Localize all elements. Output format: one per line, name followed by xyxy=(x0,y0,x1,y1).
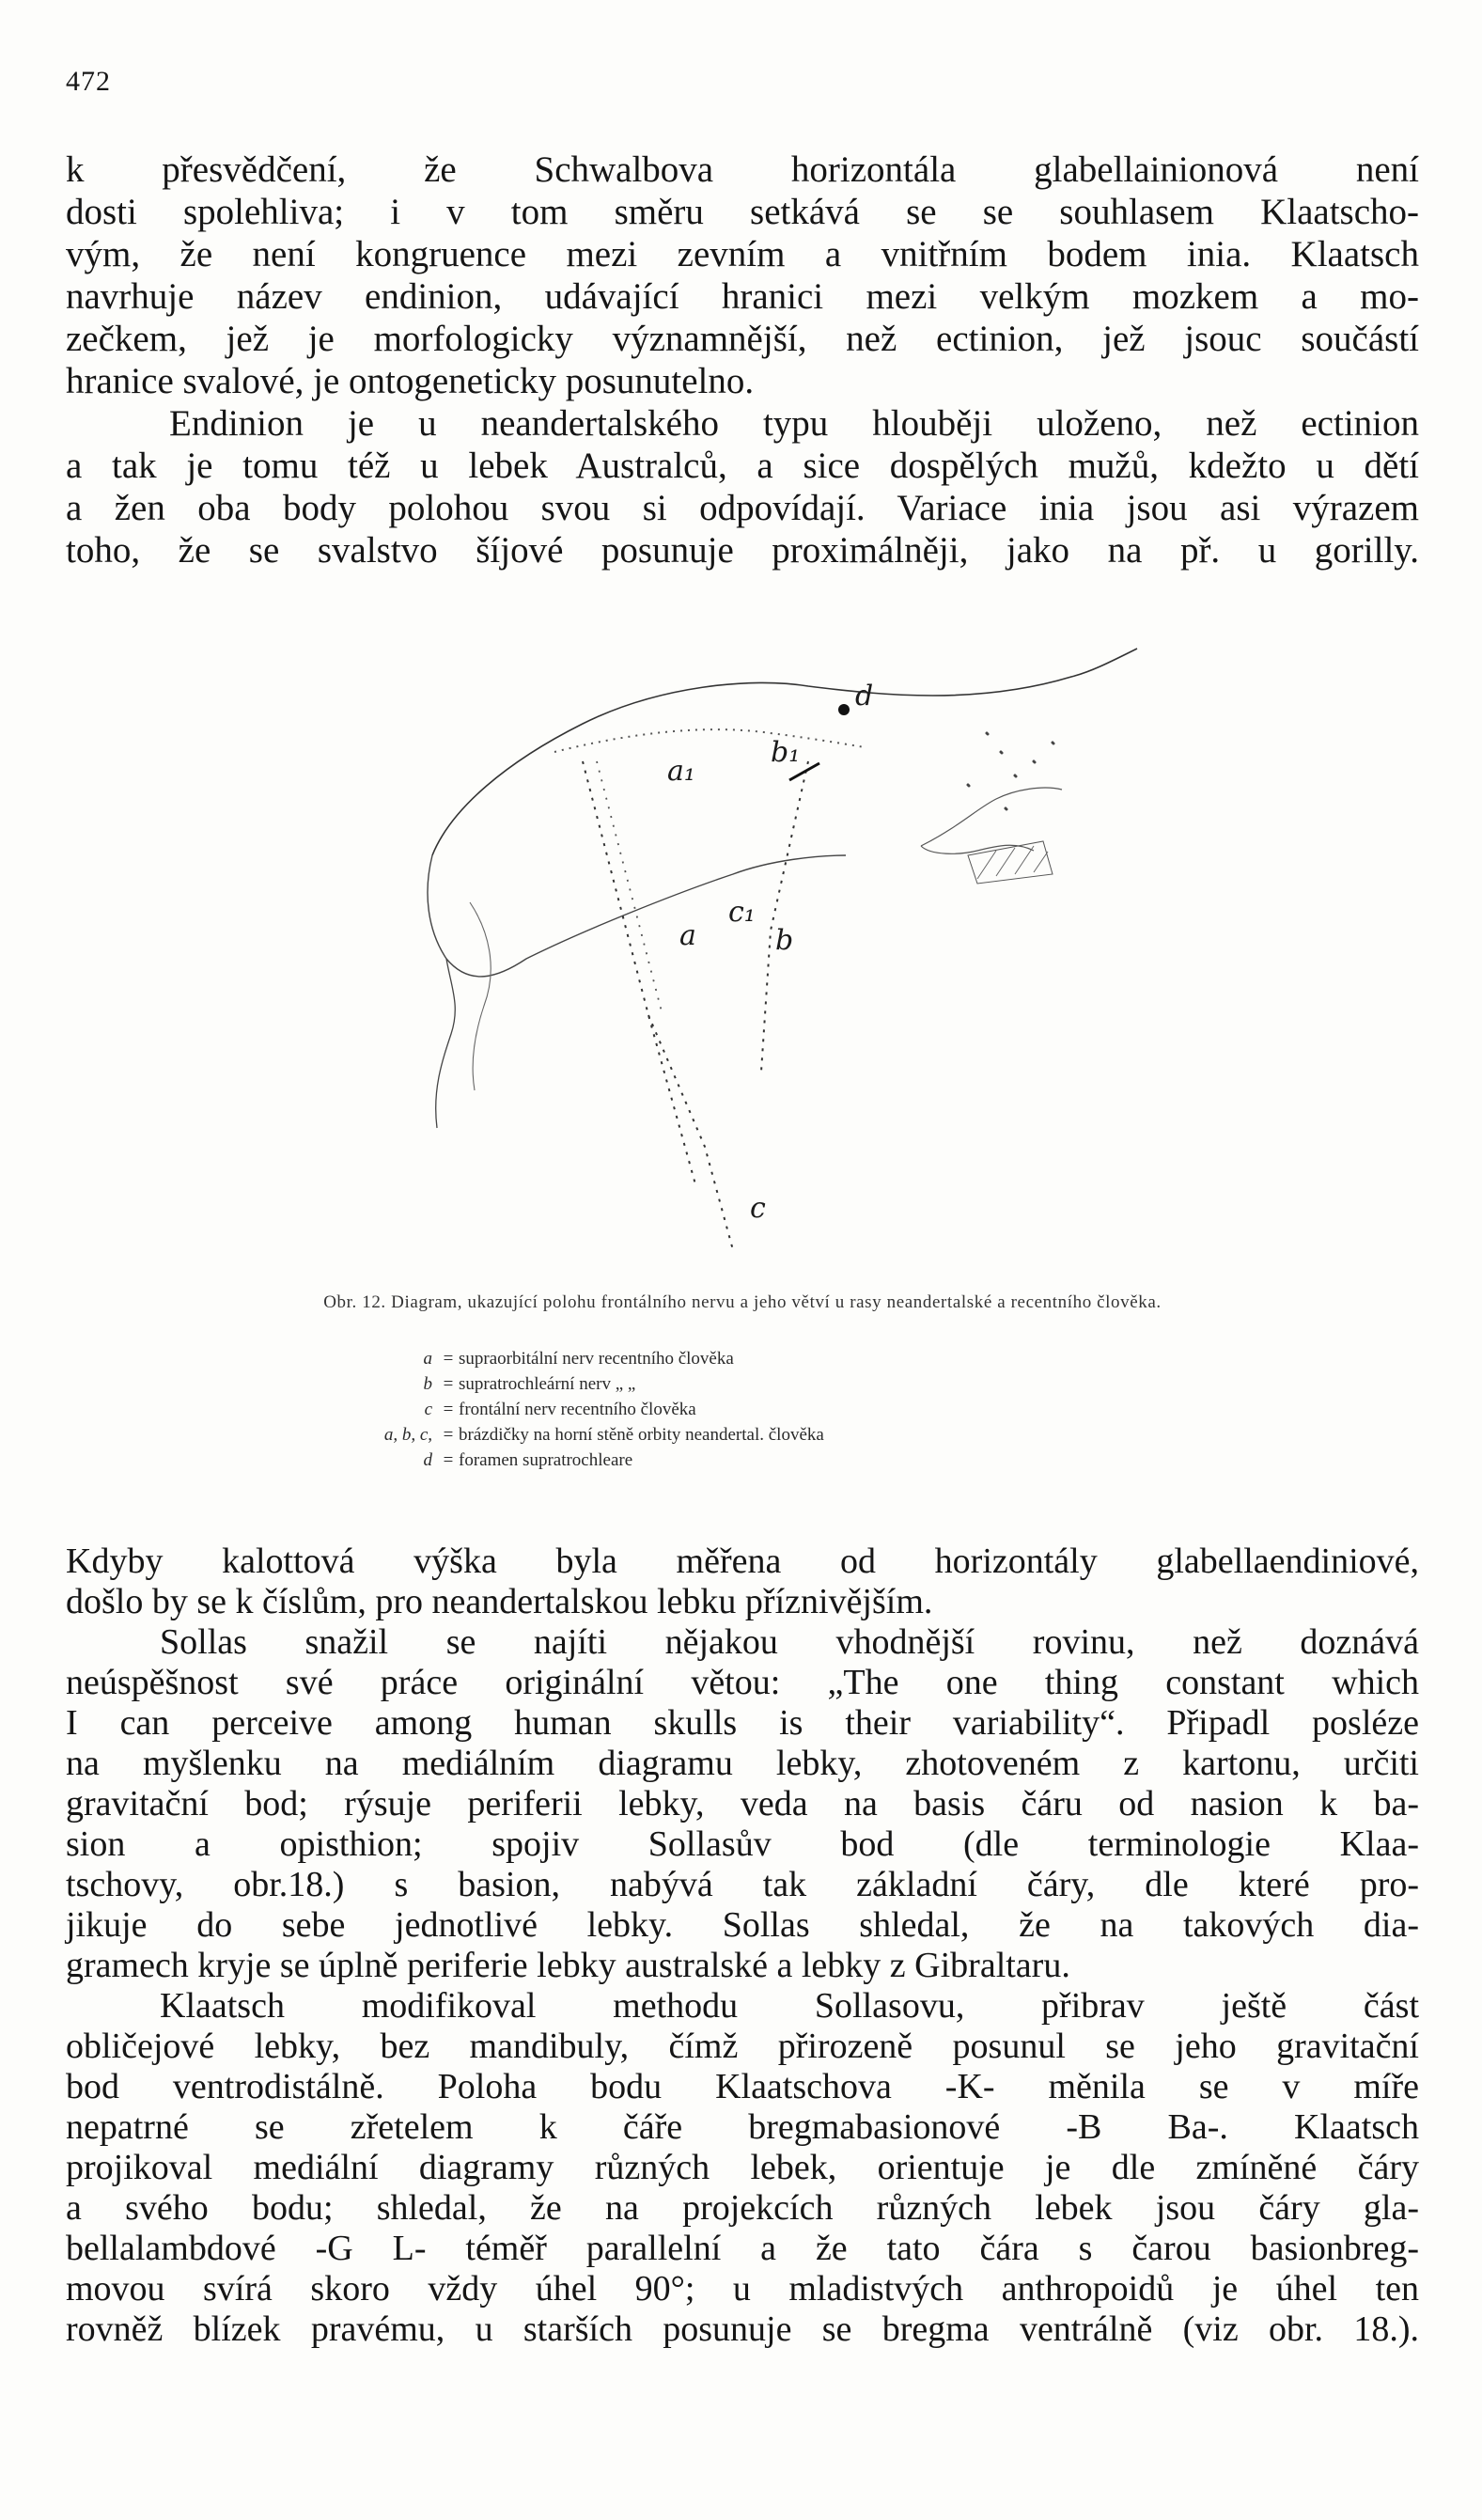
text-line: sion a opisthion; spojiv Sollasův bod (dle terminologie Klaa- xyxy=(66,1824,1419,1864)
text-line: a žen oba body polohou svou si odpovídají. Variace inia jsou asi výrazem xyxy=(66,488,1419,528)
figure-caption: Obr. 12. Diagram, ukazující polohu frontálního nervu a jeho větví u rasy neandertalské a recentního člověka. xyxy=(323,1292,1162,1312)
skull-nerve-diagram xyxy=(395,620,1147,1278)
text-line: na myšlenku na mediálním diagramu lebky, zhotoveném z kartonu, určiti xyxy=(66,1744,1419,1783)
label-d: d xyxy=(855,680,874,712)
legend-key: b xyxy=(423,1374,432,1394)
text-line: došlo by se k číslům, pro neandertalskou lebku příznivějším. xyxy=(66,1582,933,1621)
legend-text: supratrochleární nerv „ „ xyxy=(459,1374,636,1394)
text-line: toho, že se svalstvo šíjové posunuje proximálněji, jako na př. u gorilly. xyxy=(66,530,1419,571)
nerve-line-c xyxy=(648,1015,733,1250)
top-dotted-curve xyxy=(554,729,865,752)
text-line: dosti spolehliva; i v tom směru setkává se se souhlasem Klaatscho- xyxy=(66,192,1419,232)
text-line: a svého bodu; shledal, že na projekcích různých lebek jsou čáry gla- xyxy=(66,2188,1419,2228)
legend-row: d = foramen supratrochleare xyxy=(357,1448,921,1473)
hatch-lines xyxy=(977,846,1048,879)
text-line: tschovy, obr.18.) s basion, nabývá tak základní čáry, dle které pro- xyxy=(66,1865,1419,1904)
text-line: Sollas snažil se najíti nějakou vhodnější rovinu, než doznává xyxy=(160,1622,1419,1662)
legend-text: brázdičky na horní stěně orbity neandertal. člověka xyxy=(459,1425,824,1445)
legend-row: c = frontální nerv recentního člověka xyxy=(357,1397,921,1422)
nerve-line-b xyxy=(761,761,808,1072)
right-structure xyxy=(921,788,1062,853)
text-line: bellalambdové -G L- téměř parallelní a že tato čára s čarou basionbreg- xyxy=(66,2229,1419,2268)
diagram-svg xyxy=(395,620,1147,1278)
label-c: c xyxy=(750,1192,766,1225)
nerve-line-a-inner xyxy=(597,761,663,1015)
legend-key: c xyxy=(424,1400,432,1419)
text-line: jikuje do sebe jednotlivé lebky. Sollas shledal, že na takových dia- xyxy=(66,1905,1419,1945)
legend-key: d xyxy=(423,1450,432,1470)
text-line: movou svírá skoro vždy úhel 90°; u mladistvých anthropoidů je úhel ten xyxy=(66,2269,1419,2309)
legend-row: a = supraorbitální nerv recentního člověka xyxy=(357,1346,921,1371)
text-line: Klaatsch modifikoval methodu Sollasovu, přibrav ještě část xyxy=(160,1986,1419,2026)
bottom-paragraphs xyxy=(66,1542,1419,2350)
lower-orbit-outline xyxy=(436,959,456,1128)
text-line: Kdyby kalottová výška byla měřena od horizontály glabellaendiniové, xyxy=(66,1542,1419,1581)
text-line: k přesvědčení, že Schwalbova horizontála glabellainionová není xyxy=(66,149,1419,190)
figure-legend xyxy=(357,1346,921,1473)
text-line: hranice svalové, je ontogeneticky posunutelno. xyxy=(66,361,755,401)
label-b: b xyxy=(775,924,794,957)
foramen-d-mark xyxy=(838,704,850,715)
page-number: 472 xyxy=(66,66,111,97)
inner-wall-outline xyxy=(470,902,491,1090)
legend-key: a, b, c, xyxy=(383,1425,432,1445)
legend-row: b = supratrochleární nerv „ „ xyxy=(357,1371,921,1397)
text-line: nepatrné se zřetelem k čáře bregmabasionové -B Ba-. Klaatsch xyxy=(66,2107,1419,2147)
legend-text: foramen supratrochleare xyxy=(459,1450,633,1470)
label-c1: c₁ xyxy=(728,896,756,929)
label-b1: b₁ xyxy=(771,736,801,769)
text-line: I can perceive among human skulls is their variability“. Připadl posléze xyxy=(66,1703,1419,1743)
text-line: obličejové lebky, bez mandibuly, čímž přirozeně posunul se jeho gravitační xyxy=(66,2027,1419,2066)
legend-row: a, b, c, = brázdičky na horní stěně orbity neandertal. člověka xyxy=(357,1422,921,1448)
dots-cluster xyxy=(968,733,1053,809)
text-line: navrhuje název endinion, udávající hranici mezi velkým mozkem a mo- xyxy=(66,276,1419,317)
text-line: bod ventrodistálně. Poloha bodu Klaatschova -K- měnila se v míře xyxy=(66,2067,1419,2106)
text-line: neúspěšnost své práce originální větou: „The one thing constant which xyxy=(66,1663,1419,1702)
text-line: Endinion je u neandertalského typu hlouběji uloženo, než ectinion xyxy=(169,403,1419,444)
nerve-line-a xyxy=(583,761,695,1184)
text-line: zečkem, jež je morfologicky významnější, než ectinion, jež jsouc součástí xyxy=(66,319,1419,359)
legend-text: supraorbitální nerv recentního člověka xyxy=(459,1349,734,1369)
label-a: a xyxy=(679,919,696,952)
text-line: projikoval mediální diagramy různých lebek, orientuje je dle zmíněné čáry xyxy=(66,2148,1419,2187)
text-line: vým, že není kongruence mezi zevním a vnitřním bodem inia. Klaatsch xyxy=(66,234,1419,274)
top-paragraphs xyxy=(66,149,1419,571)
text-line: gravitační bod; rýsuje periferii lebky, veda na basis čáru od nasion k ba- xyxy=(66,1784,1419,1823)
text-line: gramech kryje se úplně periferie lebky australské a lebky z Gibraltaru. xyxy=(66,1946,1070,1985)
hatched-area xyxy=(968,841,1053,884)
legend-text: frontální nerv recentního člověka xyxy=(459,1400,696,1419)
text-line: a tak je tomu též u lebek Australců, a sice dospělých mužů, kdežto u dětí xyxy=(66,446,1419,486)
text-line: rovněž blízek pravému, u starších posunuje se bregma ventrálně (viz obr. 18.). xyxy=(66,2309,1419,2349)
label-a1: a₁ xyxy=(667,755,695,788)
legend-key: a xyxy=(423,1349,432,1369)
